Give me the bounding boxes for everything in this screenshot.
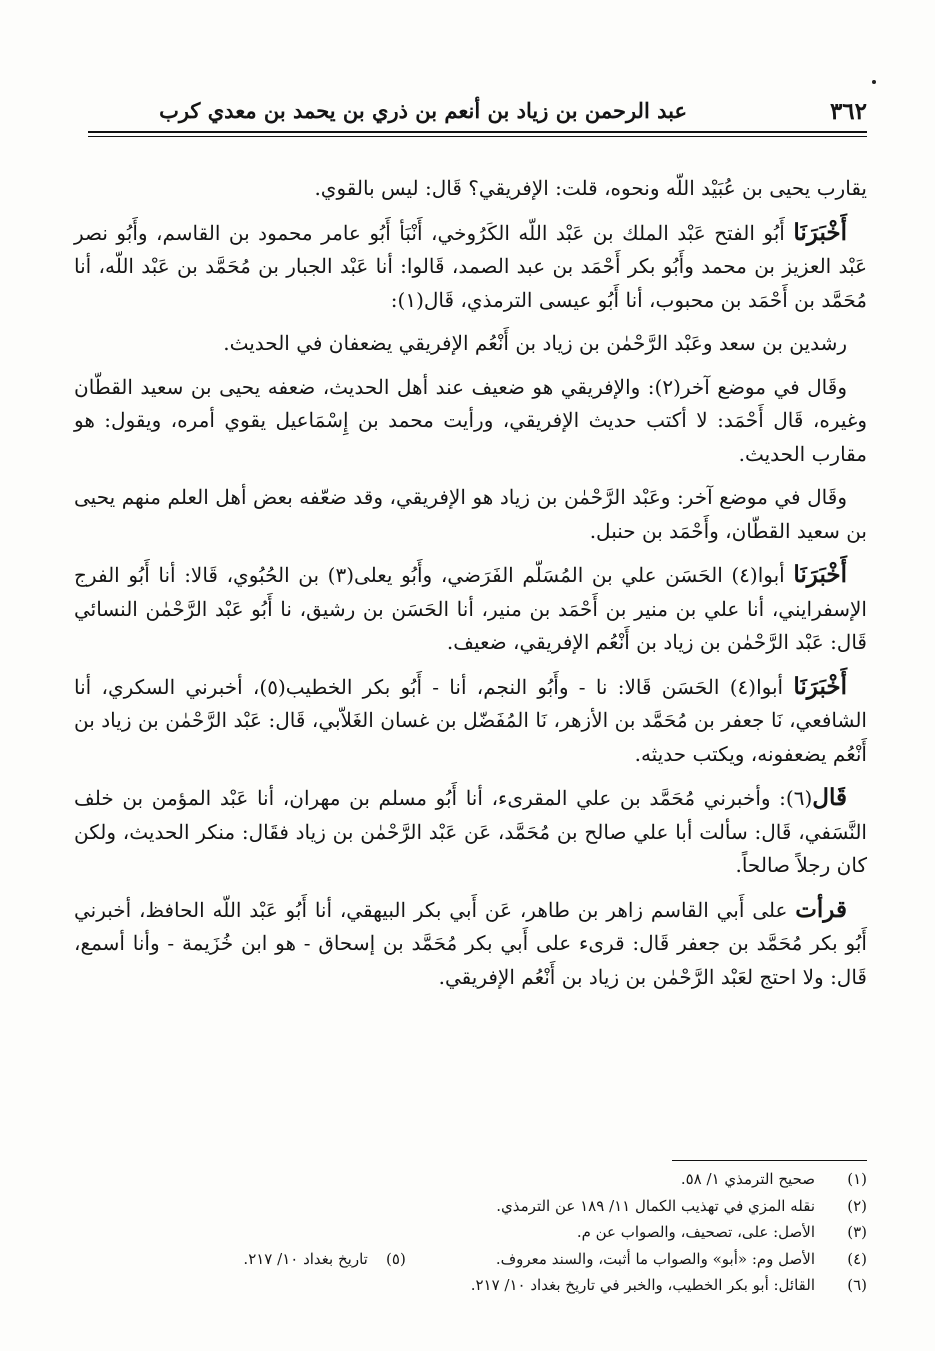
paragraph-lead: أَخْبَرَنَا	[793, 218, 847, 246]
running-header	[88, 92, 867, 128]
paragraph-text: أَبُو الفتح عَبْد الملك بن عَبْد اللّه الكَرُوخي، أَنْبَأ أَبُو عامر محمود بن القاسم، وأَبُو نصر عَبْد العزيز بن محمد وأَبُو بكر أَحْمَد بن عبد الصمد، قَالوا: أنا عَبْد الجبار بن مُحَمَّد بن عَبْد اللّه، أنا مُحَمَّد بن أَحْمَد بن محبوب، أنا أَبُو عيسى الترمذي، قَال(١):	[74, 220, 867, 312]
paragraph-5	[74, 481, 867, 548]
paragraph-8	[74, 781, 867, 883]
ink-dot	[872, 80, 876, 84]
paragraph-text: على أَبي القاسم زاهر بن طاهر، عَن أَبي بكر البيهقي، أنا أَبُو عَبْد اللّه الحافظ، أخبرني أَبُو بكر مُحَمَّد بن جعفر قَال: قرىء على أَبي بكر مُحَمَّد بن إسحاق - هو ابن خُزَيمة - وأنا أسمع، قَال: ولا احتج لعَبْد الرَّحْمٰن بن زياد بن أَنْعُم الإفريقي.	[74, 897, 867, 989]
paragraph-6	[74, 558, 867, 660]
footnote-text: صحيح الترمذي ١/ ٥٨.	[680, 1170, 815, 1188]
footnote-number: (١)	[847, 1170, 867, 1188]
paragraph-2	[74, 216, 867, 318]
footnote-number: (٥)	[386, 1249, 406, 1268]
paragraph-3	[74, 327, 867, 361]
footnote-number: (٢)	[847, 1196, 867, 1215]
footnote-separator	[672, 1160, 867, 1161]
paragraph-text: رشدين بن سعد وعَبْد الرَّحْمٰن بن زياد بن أَنْعُم الإفريقي يضعفان في الحديث.	[223, 331, 847, 355]
paragraph-lead: أَخْبَرَنَا	[793, 561, 847, 588]
footnote-2	[74, 1193, 867, 1220]
footnotes	[74, 1166, 867, 1299]
paragraph-text: أبوا(٤) الحَسَن قَالا: نا - وأَبُو النجم، أنا - أَبُو بكر الخطيب(٥)، أخبرني السكري، أنا الشافعي، نَا جعفر بن مُحَمَّد بن الأزهر، نَا المُفَضّل بن غسان الغَلاّبي، قَال: عَبْد الرَّحْمٰن بن زياد بن أَنْعُم يضعفونه، ويكتب حديثه.	[74, 674, 867, 766]
footnote-number: (٣)	[847, 1223, 867, 1241]
paragraph-lead: قرأت	[795, 895, 847, 923]
paragraph-lead: أَخْبَرَنَا	[793, 672, 848, 700]
footnote-text: القائل: أبو بكر الخطيب، والخبر في تاريخ بغداد ١٠/ ٢١٧.	[470, 1276, 815, 1294]
running-title: عبد الرحمن بن زياد بن أنعم بن ذري بن يحمد بن معدي كرب	[159, 98, 687, 123]
paragraph-1	[74, 172, 867, 206]
footnote-text: نقله المزي في تهذيب الكمال ١١/ ١٨٩ عن الترمذي.	[496, 1196, 815, 1215]
paragraph-text: وقَال في موضع آخر(٢): والإفريقي هو ضعيف عند أهل الحديث، ضعفه يحيى بن سعيد القطّان وغيره، قَال أَحْمَد: لا أكتب حديث الإفريقي، ورأيت محمد بن إِسْمَاعيل يقوي أمره، ويقول: هو مقارب الحديث.	[74, 374, 867, 466]
paragraph-text: أبوا(٤) الحَسَن علي بن المُسَلّم الفَرَضي، وأَبُو يعلى(٣) بن الحُبُوي، قَالا: أنا أَبُو الفرج الإسفرايني، أنا علي بن منير بن أَحْمَد بن منير، أنا الحَسَن بن رشيق، نا أَبُو عَبْد الرَّحْمٰن النسائي قَال: عَبْد الرَّحْمٰن بن زياد بن أَنْعُم الإفريقي، ضعيف.	[74, 563, 867, 654]
footnote-3	[74, 1219, 867, 1246]
main-text	[74, 172, 867, 1004]
footnote-number: (٤)	[847, 1249, 867, 1268]
footnote-text: تاريخ بغداد ١٠/ ٢١٧.	[243, 1249, 368, 1268]
paragraph-4	[74, 371, 867, 472]
page-number: ٣٦٢	[829, 98, 867, 125]
footnote-text: الأصل وم: «أبو» والصواب ما أثبت، والسند معروف.	[495, 1249, 815, 1268]
paragraph-text: يقارب يحيى بن عُبَيْد اللّه ونحوه، قلت: الإفريقي؟ قَال: ليس بالقوي.	[314, 176, 867, 200]
footnote-1	[74, 1166, 867, 1193]
paragraph-9	[74, 893, 867, 995]
paragraph-text: وقَال في موضع آخر: وعَبْد الرَّحْمٰن بن زياد هو الإفريقي، وقد ضعّفه بعض أهل العلم منهم يحيى بن سعيد القطّان، وأَحْمَد بن حنبل.	[74, 485, 867, 543]
paragraph-text: (٦): وأخبرني مُحَمَّد بن علي المقرىء، أنا أَبُو مسلم بن مهران، أنا عَبْد المؤمن بن خلف النَّسَفي، قَال: سألت أبا علي صالح بن مُحَمَّد، عَن عَبْد الرَّحْمٰن بن زياد فقَال: منكر الحديث، ولكن كان رجلاً صالحاً.	[74, 786, 867, 877]
footnote-number: (٦)	[847, 1276, 867, 1294]
paragraph-7	[74, 670, 867, 772]
footnote-4	[74, 1246, 867, 1273]
paragraph-lead: قَال	[812, 784, 847, 811]
footnote-6	[74, 1272, 867, 1299]
footnote-text: الأصل: على، تصحيف، والصواب عن م.	[576, 1223, 815, 1241]
header-rule-thick	[88, 131, 867, 133]
header-rule-thin	[88, 136, 867, 137]
